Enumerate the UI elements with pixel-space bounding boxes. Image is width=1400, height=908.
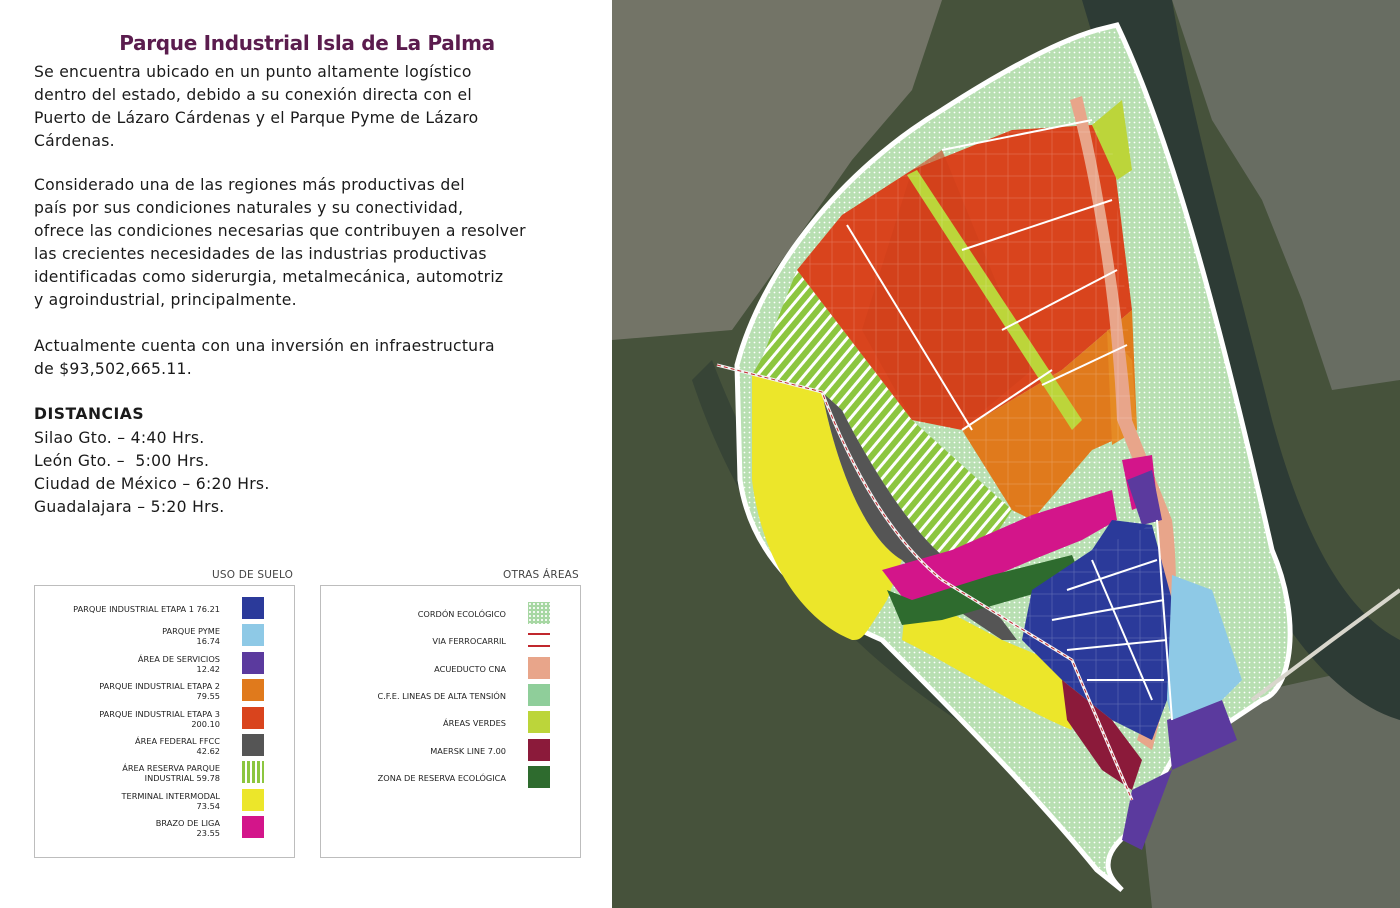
intro-paragraph [34, 61, 582, 153]
legend-uso-label [138, 654, 220, 674]
region-paragraph [34, 174, 582, 312]
legend-otras-label: ZONA DE RESERVA ECOLÓGICA [377, 772, 506, 783]
legend-otras-label: ACUEDUCTO CNA [434, 663, 506, 674]
distance-item: Silao Gto. – 4:40 Hrs. [34, 429, 205, 447]
legend-uso-label-line: PARQUE INDUSTRIAL ETAPA 3 [99, 708, 220, 719]
investment-paragraph [34, 335, 582, 381]
legend-swatch [528, 602, 550, 624]
distance-item: León Gto. – 5:00 Hrs. [34, 452, 210, 470]
legend-uso-value: INDUSTRIAL 59.78 [144, 773, 220, 784]
legend-uso-value: 16.74 [196, 636, 220, 647]
distance-item: Guadalajara – 5:20 Hrs. [34, 498, 225, 516]
paragraph-line: las crecientes necesidades de las industrias productivas [34, 245, 487, 263]
text-panel [0, 0, 612, 908]
legend-uso-label-line: PARQUE PYME [162, 626, 220, 637]
legend-otras-item [321, 657, 580, 683]
legend-otras-item [321, 629, 580, 655]
legend-uso-value: 79.55 [196, 691, 220, 702]
legend-uso-value: 200.10 [191, 718, 220, 729]
paragraph-line: Puerto de Lázaro Cárdenas y el Parque Pyme de Lázaro [34, 109, 479, 127]
legend-otras-label: ÁREAS VERDES [442, 718, 506, 729]
legend-uso-label [99, 709, 220, 729]
legend-uso-item [35, 707, 294, 733]
legend-swatch [528, 657, 550, 679]
legend-swatch [528, 766, 550, 788]
paragraph-line: ofrece las condiciones necesarias que contribuyen a resolver [34, 222, 526, 240]
legend-uso-label [162, 626, 220, 646]
legend-uso-label-line: ÁREA RESERVA PARQUE [122, 763, 220, 774]
map-svg [612, 0, 1400, 908]
legend-uso-heading: USO DE SUELO [212, 569, 294, 581]
legend-uso-label-line: PARQUE INDUSTRIAL ETAPA 2 [99, 681, 220, 692]
legend-uso-label-line: ÁREA FEDERAL FFCC [134, 736, 220, 746]
distances-title: DISTANCIAS [34, 405, 145, 423]
legend-swatch [242, 789, 264, 811]
legend-uso-item [35, 816, 294, 842]
legend-swatch [242, 761, 264, 783]
legend-otras-item [321, 739, 580, 765]
legend-otras-label: CORDÓN ECOLÓGICO [417, 609, 506, 619]
paragraph-line: Considerado una de las regiones más productivas del [34, 176, 465, 194]
legend-uso-value: 23.55 [196, 828, 220, 839]
legend-uso-label [73, 604, 220, 614]
legend-swatch [528, 633, 550, 647]
legend-uso-label [135, 736, 220, 756]
paragraph-line: Actualmente cuenta con una inversión en infraestructura [34, 337, 495, 355]
legend-swatch [242, 679, 264, 701]
legend-otras-item [321, 602, 580, 628]
page-title: Parque Industrial Isla de La Palma [119, 31, 495, 55]
legend-uso-item [35, 761, 294, 787]
legend-uso-item [35, 734, 294, 760]
site-map [612, 0, 1400, 908]
paragraph-line: de $93,502,665.11. [34, 360, 192, 378]
legend-uso-label [122, 791, 220, 811]
legend-uso-label-line: ÁREA DE SERVICIOS [137, 653, 220, 664]
legend-uso-label-line: BRAZO DE LIGA [155, 818, 220, 829]
legend-uso-value: 42.62 [196, 746, 220, 756]
legend-swatch [242, 707, 264, 729]
legend-uso-item [35, 789, 294, 815]
paragraph-line: país por sus condiciones naturales y su conectividad, [34, 199, 464, 217]
legend-swatch [528, 684, 550, 706]
distance-item: Ciudad de México – 6:20 Hrs. [34, 475, 270, 493]
legend-uso-value: 12.42 [196, 663, 220, 674]
paragraph-line: y agroindustrial, principalmente. [34, 291, 297, 309]
legend-otras-label: MAERSK LINE 7.00 [430, 745, 506, 756]
legend-uso-label [99, 681, 220, 701]
paragraph-line: identificadas como siderurgia, metalmecánica, automotriz [34, 268, 504, 286]
legend-swatch [528, 739, 550, 761]
paragraph-line: Cárdenas. [34, 132, 115, 150]
legend-uso-item [35, 652, 294, 678]
legend-uso-label [156, 818, 220, 838]
legend-otras-heading: OTRAS ÁREAS [503, 569, 579, 581]
distances-list [34, 427, 270, 519]
legend-uso-box [34, 585, 295, 858]
legend-uso-label-line: TERMINAL INTERMODAL [121, 790, 220, 801]
legend-otras-label: C.F.E. LINEAS DE ALTA TENSIÓN [377, 690, 506, 701]
legend-uso-label [122, 763, 220, 783]
legend-otras-item [321, 684, 580, 710]
legend-swatch [242, 816, 264, 838]
legend-swatch [242, 734, 264, 756]
legend-otras-item [321, 711, 580, 737]
legend-swatch [528, 711, 550, 733]
legend-uso-item [35, 597, 294, 623]
legend-otras-label: VIA FERROCARRIL [432, 636, 506, 647]
legend-uso-label-line: PARQUE INDUSTRIAL ETAPA 1 76.21 [73, 604, 220, 614]
paragraph-line: dentro del estado, debido a su conexión directa con el [34, 86, 472, 104]
legend-swatch [242, 624, 264, 646]
legend-swatch [242, 652, 264, 674]
legend-uso-item [35, 624, 294, 650]
legend-uso-item [35, 679, 294, 705]
legend-otras-item [321, 766, 580, 792]
paragraph-line: Se encuentra ubicado en un punto altamente logístico [34, 63, 472, 81]
legend-otras-box [320, 585, 581, 858]
legend-swatch [242, 597, 264, 619]
legend-uso-value: 73.54 [196, 800, 220, 811]
